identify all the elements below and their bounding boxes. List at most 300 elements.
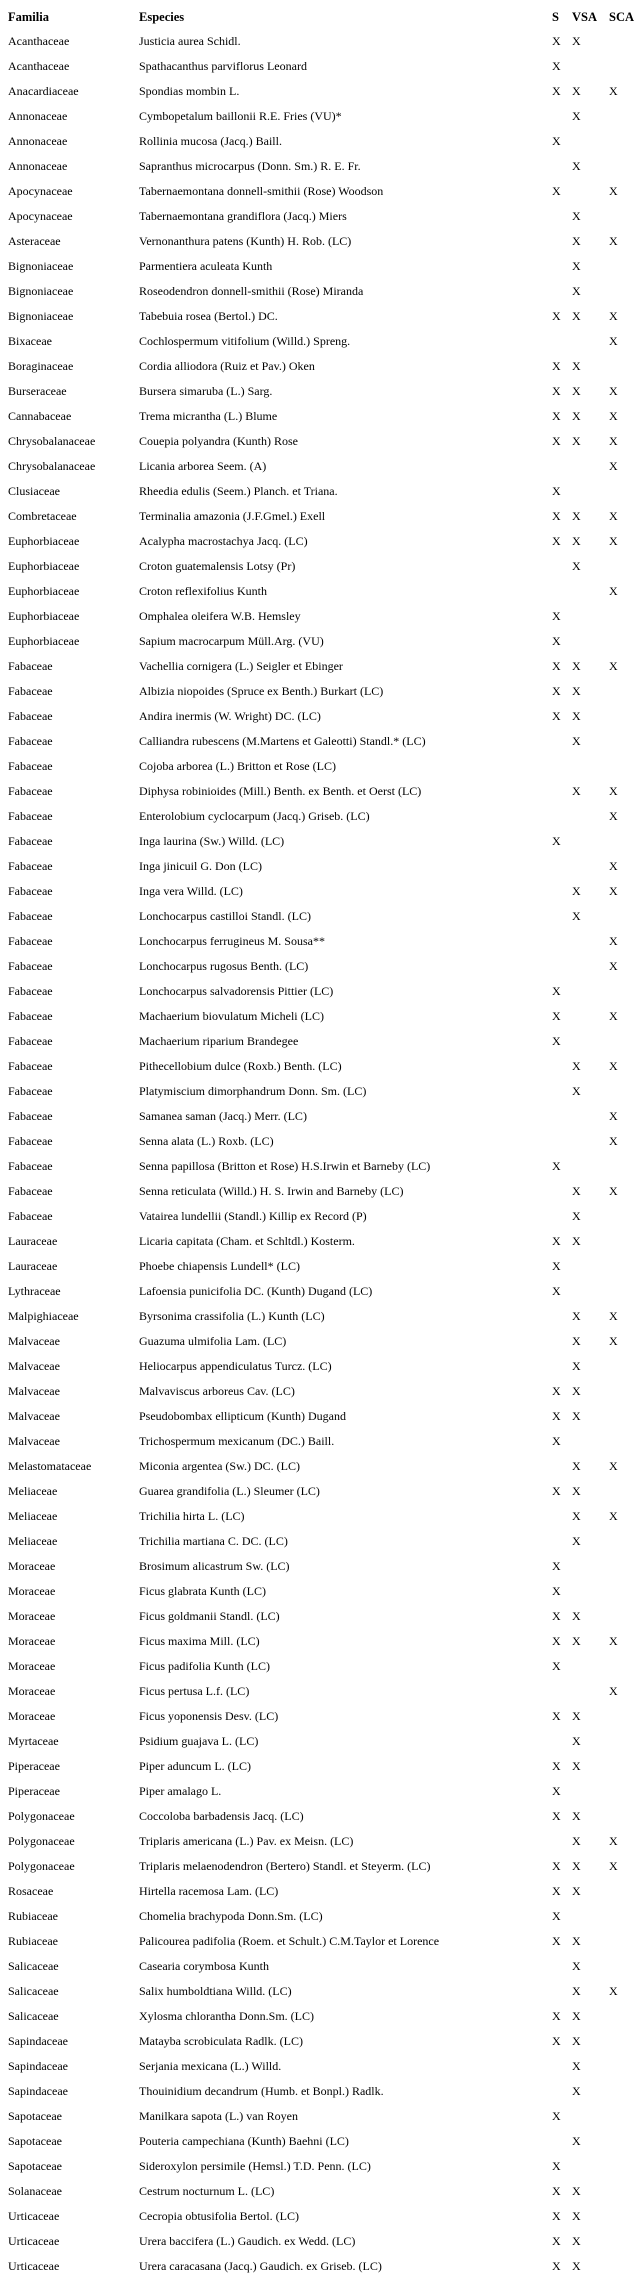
cell-especie: Guazuma ulmifolia Lam. (LC) [139,1334,287,1348]
cell-vsa: X [572,1959,581,1973]
cell-especie: Lonchocarpus rugosus Benth. (LC) [139,959,309,973]
cell-familia: Asteraceae [8,234,61,248]
cell-familia: Fabaceae [8,1034,53,1048]
cell-s: X [552,184,561,198]
cell-s [552,229,570,254]
cell-sca: X [609,309,618,323]
cell-sca [604,829,638,854]
cell-vsa [570,1104,604,1129]
cell-s [552,1829,570,1854]
table-row [8,1254,638,1279]
table-row [8,604,638,629]
table-row [8,79,638,104]
cell-familia: Sapindaceae [8,2059,68,2073]
cell-sca [604,2229,638,2254]
cell-vsa: X [572,909,581,923]
cell-s: X [552,2184,561,2198]
cell-s [552,1979,570,2004]
cell-vsa: X [572,409,581,423]
cell-s: X [552,1759,561,1773]
cell-s: X [552,609,561,623]
cell-especie: Lonchocarpus ferrugineus M. Sousa** [139,934,325,948]
cell-s [552,1729,570,1754]
cell-especie: Roseodendron donnell-smithii (Rose) Miranda [139,284,364,298]
table-row [8,1704,638,1729]
table-body [8,29,638,2279]
cell-sca [604,1529,638,1554]
cell-s: X [552,84,561,98]
cell-especie: Coccoloba barbadensis Jacq. (LC) [139,1809,304,1823]
cell-familia: Moraceae [8,1709,56,1723]
cell-especie: Enterolobium cyclocarpum (Jacq.) Griseb. (LC) [139,809,370,823]
table-row [8,379,638,404]
cell-vsa [570,1779,604,1804]
table-row [8,879,638,904]
cell-especie: Tabernaemontana grandiflora (Jacq.) Miers [139,209,347,223]
cell-especie: Trema micrantha (L.) Blume [139,409,278,423]
cell-s: X [552,1709,561,1723]
cell-especie: Lonchocarpus salvadorensis Pittier (LC) [139,984,334,998]
table-row [8,1479,638,1504]
cell-vsa [570,1154,604,1179]
table-row [8,1929,638,1954]
cell-sca [604,2254,638,2279]
cell-sca [604,554,638,579]
cell-especie: Ficus padifolia Kunth (LC) [139,1659,270,1673]
cell-s: X [552,684,561,698]
table-row [8,1754,638,1779]
cell-especie: Licania arborea Seem. (A) [139,459,267,473]
cell-especie: Urera caracasana (Jacq.) Gaudich. ex Griseb. (LC) [139,2259,382,2273]
cell-familia: Chrysobalanaceae [8,459,96,473]
table-row [8,104,638,129]
cell-familia: Euphorbiaceae [8,609,80,623]
table-row [8,354,638,379]
cell-especie: Spondias mombin L. [139,84,240,98]
cell-familia: Anacardiaceae [8,84,79,98]
table-row [8,454,638,479]
cell-vsa [570,1579,604,1604]
cell-vsa: X [572,434,581,448]
cell-s: X [552,2109,561,2123]
table-row [8,1604,638,1629]
cell-s: X [552,2034,561,2048]
cell-especie: Croton guatemalensis Lotsy (Pr) [139,559,296,573]
cell-sca: X [609,1109,618,1123]
cell-vsa [570,929,604,954]
cell-especie: Triplaris americana (L.) Pav. ex Meisn. (LC) [139,1834,354,1848]
cell-familia: Malvaceae [8,1434,60,1448]
cell-familia: Piperaceae [8,1759,60,1773]
cell-sca [604,1704,638,1729]
cell-especie: Cordia alliodora (Ruiz et Pav.) Oken [139,359,315,373]
table-row [8,754,638,779]
cell-s: X [552,1909,561,1923]
cell-sca [604,629,638,654]
cell-familia: Fabaceae [8,1209,53,1223]
cell-especie: Senna reticulata (Willd.) H. S. Irwin and Barneby (LC) [139,1184,404,1198]
cell-especie: Phoebe chiapensis Lundell* (LC) [139,1259,300,1273]
cell-s: X [552,1434,561,1448]
cell-vsa: X [572,384,581,398]
table-row [8,1154,638,1179]
cell-especie: Acalypha macrostachya Jacq. (LC) [139,534,308,548]
cell-especie: Senna alata (L.) Roxb. (LC) [139,1134,274,1148]
cell-sca: X [609,384,618,398]
cell-sca [604,1579,638,1604]
cell-sca [604,729,638,754]
cell-familia: Euphorbiaceae [8,634,80,648]
table-row [8,1404,638,1429]
table-row [8,154,638,179]
cell-vsa: X [572,84,581,98]
cell-s: X [552,2259,561,2273]
cell-especie: Urera baccifera (L.) Gaudich. ex Wedd. (LC) [139,2234,356,2248]
cell-especie: Machaerium biovulatum Micheli (LC) [139,1009,324,1023]
cell-s: X [552,1384,561,1398]
cell-sca [604,1804,638,1829]
cell-vsa [570,804,604,829]
cell-vsa: X [572,2259,581,2273]
cell-s: X [552,709,561,723]
cell-sca [604,2204,638,2229]
cell-s [552,329,570,354]
cell-vsa: X [572,509,581,523]
cell-sca [604,104,638,129]
cell-vsa [570,1554,604,1579]
cell-s [552,879,570,904]
cell-vsa [570,179,604,204]
table-row [8,329,638,354]
cell-s [552,2079,570,2104]
cell-especie: Spathacanthus parviflorus Leonard [139,59,307,73]
cell-familia: Bignoniaceae [8,309,74,323]
cell-familia: Euphorbiaceae [8,534,80,548]
table-row [8,1229,638,1254]
cell-vsa: X [572,534,581,548]
cell-familia: Apocynaceae [8,184,73,198]
table-row [8,1854,638,1879]
cell-vsa: X [572,1459,581,1473]
cell-familia: Malvaceae [8,1409,60,1423]
table-row [8,929,638,954]
cell-s: X [552,409,561,423]
cell-familia: Polygonaceae [8,1834,75,1848]
cell-sca [604,1379,638,1404]
cell-especie: Sapranthus microcarpus (Donn. Sm.) R. E. Fr. [139,159,361,173]
table-row [8,2129,638,2154]
cell-especie: Samanea saman (Jacq.) Merr. (LC) [139,1109,307,1123]
cell-sca [604,754,638,779]
cell-sca: X [609,459,618,473]
cell-especie: Terminalia amazonia (J.F.Gmel.) Exell [139,509,326,523]
cell-s: X [552,2009,561,2023]
cell-vsa [570,1279,604,1304]
table-row [8,129,638,154]
cell-s [552,204,570,229]
cell-especie: Inga laurina (Sw.) Willd. (LC) [139,834,285,848]
cell-sca [604,1029,638,1054]
cell-vsa: X [572,1384,581,1398]
cell-vsa: X [572,2134,581,2148]
cell-familia: Moraceae [8,1559,56,1573]
cell-s [552,929,570,954]
cell-sca: X [609,659,618,673]
table-row [8,2179,638,2204]
cell-especie: Justicia aurea Schidl. [139,34,241,48]
cell-s [552,104,570,129]
cell-vsa: X [572,234,581,248]
cell-especie: Sideroxylon persimile (Hemsl.) T.D. Penn. (LC) [139,2159,371,2173]
table-row [8,679,638,704]
cell-familia: Solanaceae [8,2184,62,2198]
cell-s: X [552,434,561,448]
cell-s: X [552,1584,561,1598]
cell-vsa: X [572,2059,581,2073]
cell-familia: Sapotaceae [8,2109,62,2123]
cell-especie: Vachellia cornigera (L.) Seigler et Ebinger [139,659,343,673]
cell-familia: Myrtaceae [8,1734,59,1748]
cell-vsa: X [572,2009,581,2023]
cell-s: X [552,34,561,48]
table-row [8,504,638,529]
cell-especie: Cecropia obtusifolia Bertol. (LC) [139,2209,299,2223]
cell-familia: Salicaceae [8,1984,59,1998]
cell-sca: X [609,534,618,548]
cell-especie: Rollinia mucosa (Jacq.) Baill. [139,134,282,148]
cell-sca: X [609,1859,618,1873]
cell-especie: Trichospermum mexicanum (DC.) Baill. [139,1434,335,1448]
cell-s [552,2129,570,2154]
cell-s: X [552,2209,561,2223]
cell-vsa: X [572,1359,581,1373]
cell-familia: Lythraceae [8,1284,61,1298]
cell-sca [604,29,638,54]
cell-familia: Meliaceae [8,1484,58,1498]
cell-familia: Fabaceae [8,784,53,798]
cell-vsa: X [572,659,581,673]
cell-especie: Palicourea padifolia (Roem. et Schult.) C.M.Taylor et Lorence [139,1934,440,1948]
cell-s: X [552,2159,561,2173]
cell-especie: Malvaviscus arboreus Cav. (LC) [139,1384,295,1398]
table-row [8,1979,638,2004]
table-row [8,1429,638,1454]
cell-s: X [552,1259,561,1273]
cell-familia: Sapindaceae [8,2034,68,2048]
table-row [8,254,638,279]
cell-especie: Couepia polyandra (Kunth) Rose [139,434,298,448]
cell-sca: X [609,1184,618,1198]
cell-sca [604,1354,638,1379]
cell-vsa: X [572,1884,581,1898]
cell-especie: Miconia argentea (Sw.) DC. (LC) [139,1459,300,1473]
cell-sca [604,1954,638,1979]
cell-familia: Moraceae [8,1609,56,1623]
cell-especie: Croton reflexifolius Kunth [139,584,267,598]
cell-vsa [570,1129,604,1154]
cell-especie: Chomelia brachypoda Donn.Sm. (LC) [139,1909,323,1923]
cell-sca [604,1079,638,1104]
cell-familia: Polygonaceae [8,1859,75,1873]
cell-vsa: X [572,1059,581,1073]
cell-especie: Albizia niopoides (Spruce ex Benth.) Burkart (LC) [139,684,384,698]
cell-sca: X [609,934,618,948]
cell-sca: X [609,1834,618,1848]
cell-especie: Salix humboldtiana Willd. (LC) [139,1984,292,1998]
table-row [8,1204,638,1229]
cell-especie: Inga jinicuil G. Don (LC) [139,859,262,873]
table-row [8,804,638,829]
cell-s [552,729,570,754]
cell-especie: Pithecellobium dulce (Roxb.) Benth. (LC) [139,1059,342,1073]
cell-sca: X [609,959,618,973]
cell-familia: Burseraceae [8,384,67,398]
cell-sca: X [609,184,618,198]
header-row [8,8,638,29]
table-row [8,304,638,329]
cell-s: X [552,384,561,398]
cell-s: X [552,834,561,848]
cell-familia: Urticaceae [8,2234,60,2248]
cell-vsa: X [572,1859,581,1873]
cell-familia: Sapindaceae [8,2084,68,2098]
cell-s [552,254,570,279]
cell-especie: Ficus goldmanii Standl. (LC) [139,1609,280,1623]
cell-vsa: X [572,2234,581,2248]
cell-sca [604,1279,638,1304]
table-row [8,2204,638,2229]
cell-especie: Senna papillosa (Britton et Rose) H.S.Irwin et Barneby (LC) [139,1159,431,1173]
table-row [8,29,638,54]
cell-s [552,1304,570,1329]
cell-familia: Apocynaceae [8,209,73,223]
cell-sca: X [609,1009,618,1023]
cell-especie: Calliandra rubescens (M.Martens et Galeotti) Standl.* (LC) [139,734,426,748]
cell-familia: Fabaceae [8,959,53,973]
cell-familia: Clusiaceae [8,484,60,498]
cell-vsa: X [572,159,581,173]
table-row [8,1104,638,1129]
table-row [8,704,638,729]
cell-s: X [552,1484,561,1498]
table-row [8,1779,638,1804]
cell-vsa: X [572,734,581,748]
cell-vsa [570,954,604,979]
table-row [8,2029,638,2054]
cell-familia: Rubiaceae [8,1934,58,1948]
cell-s [552,154,570,179]
cell-familia: Fabaceae [8,809,53,823]
cell-s [552,1529,570,1554]
cell-s [552,1329,570,1354]
header-vsa: VSA [572,10,598,24]
table-row [8,429,638,454]
cell-familia: Cannabaceae [8,409,72,423]
table-row [8,854,638,879]
cell-familia: Lauraceae [8,1234,58,1248]
cell-especie: Triplaris melaenodendron (Bertero) Standl. et Steyerm. (LC) [139,1859,431,1873]
cell-familia: Sapotaceae [8,2159,62,2173]
cell-especie: Matayba scrobiculata Radlk. (LC) [139,2034,303,2048]
cell-vsa [570,1679,604,1704]
cell-sca: X [609,509,618,523]
cell-sca [604,204,638,229]
cell-sca: X [609,434,618,448]
table-row [8,1554,638,1579]
table-row [8,1129,638,1154]
cell-especie: Tabernaemontana donnell-smithii (Rose) Woodson [139,184,384,198]
cell-sca [604,1879,638,1904]
table-row [8,529,638,554]
cell-vsa: X [572,784,581,798]
cell-especie: Licaria capitata (Cham. et Schltdl.) Kosterm. [139,1234,355,1248]
cell-s [552,579,570,604]
table-row [8,904,638,929]
cell-vsa: X [572,559,581,573]
cell-s [552,904,570,929]
cell-s [552,779,570,804]
cell-vsa: X [572,1609,581,1623]
cell-vsa [570,604,604,629]
cell-especie: Ficus glabrata Kunth (LC) [139,1584,266,1598]
cell-familia: Euphorbiaceae [8,584,80,598]
cell-vsa: X [572,884,581,898]
cell-s: X [552,1609,561,1623]
cell-s: X [552,1234,561,1248]
cell-sca: X [609,784,618,798]
cell-vsa: X [572,1234,581,1248]
cell-familia: Annonaceae [8,109,68,123]
table-row [8,2004,638,2029]
table-row [8,1304,638,1329]
cell-especie: Cymbopetalum baillonii R.E. Fries (VU)* [139,109,342,123]
cell-vsa: X [572,1409,581,1423]
cell-familia: Rosaceae [8,1884,54,1898]
table-row [8,1579,638,1604]
table-row [8,2154,638,2179]
cell-sca: X [609,334,618,348]
cell-especie: Brosimum alicastrum Sw. (LC) [139,1559,290,1573]
cell-s [552,1679,570,1704]
cell-familia: Malvaceae [8,1384,60,1398]
cell-sca: X [609,1984,618,1998]
header-especies: Especies [139,10,185,24]
cell-sca [604,54,638,79]
cell-vsa: X [572,1734,581,1748]
cell-familia: Bignoniaceae [8,284,74,298]
cell-s [552,1204,570,1229]
table-row [8,629,638,654]
cell-sca [604,2154,638,2179]
cell-vsa [570,1029,604,1054]
cell-vsa: X [572,209,581,223]
cell-vsa: X [572,1309,581,1323]
table-row [8,1679,638,1704]
cell-especie: Heliocarpus appendiculatus Turcz. (LC) [139,1359,332,1373]
cell-s [552,1079,570,1104]
cell-sca [604,1404,638,1429]
cell-vsa [570,1004,604,1029]
cell-vsa [570,979,604,1004]
cell-especie: Vernonanthura patens (Kunth) H. Rob. (LC) [139,234,352,248]
cell-s: X [552,1159,561,1173]
table-row [8,954,638,979]
table-row [8,1029,638,1054]
cell-s: X [552,509,561,523]
cell-familia: Moraceae [8,1584,56,1598]
cell-s [552,1354,570,1379]
table-row [8,1629,638,1654]
